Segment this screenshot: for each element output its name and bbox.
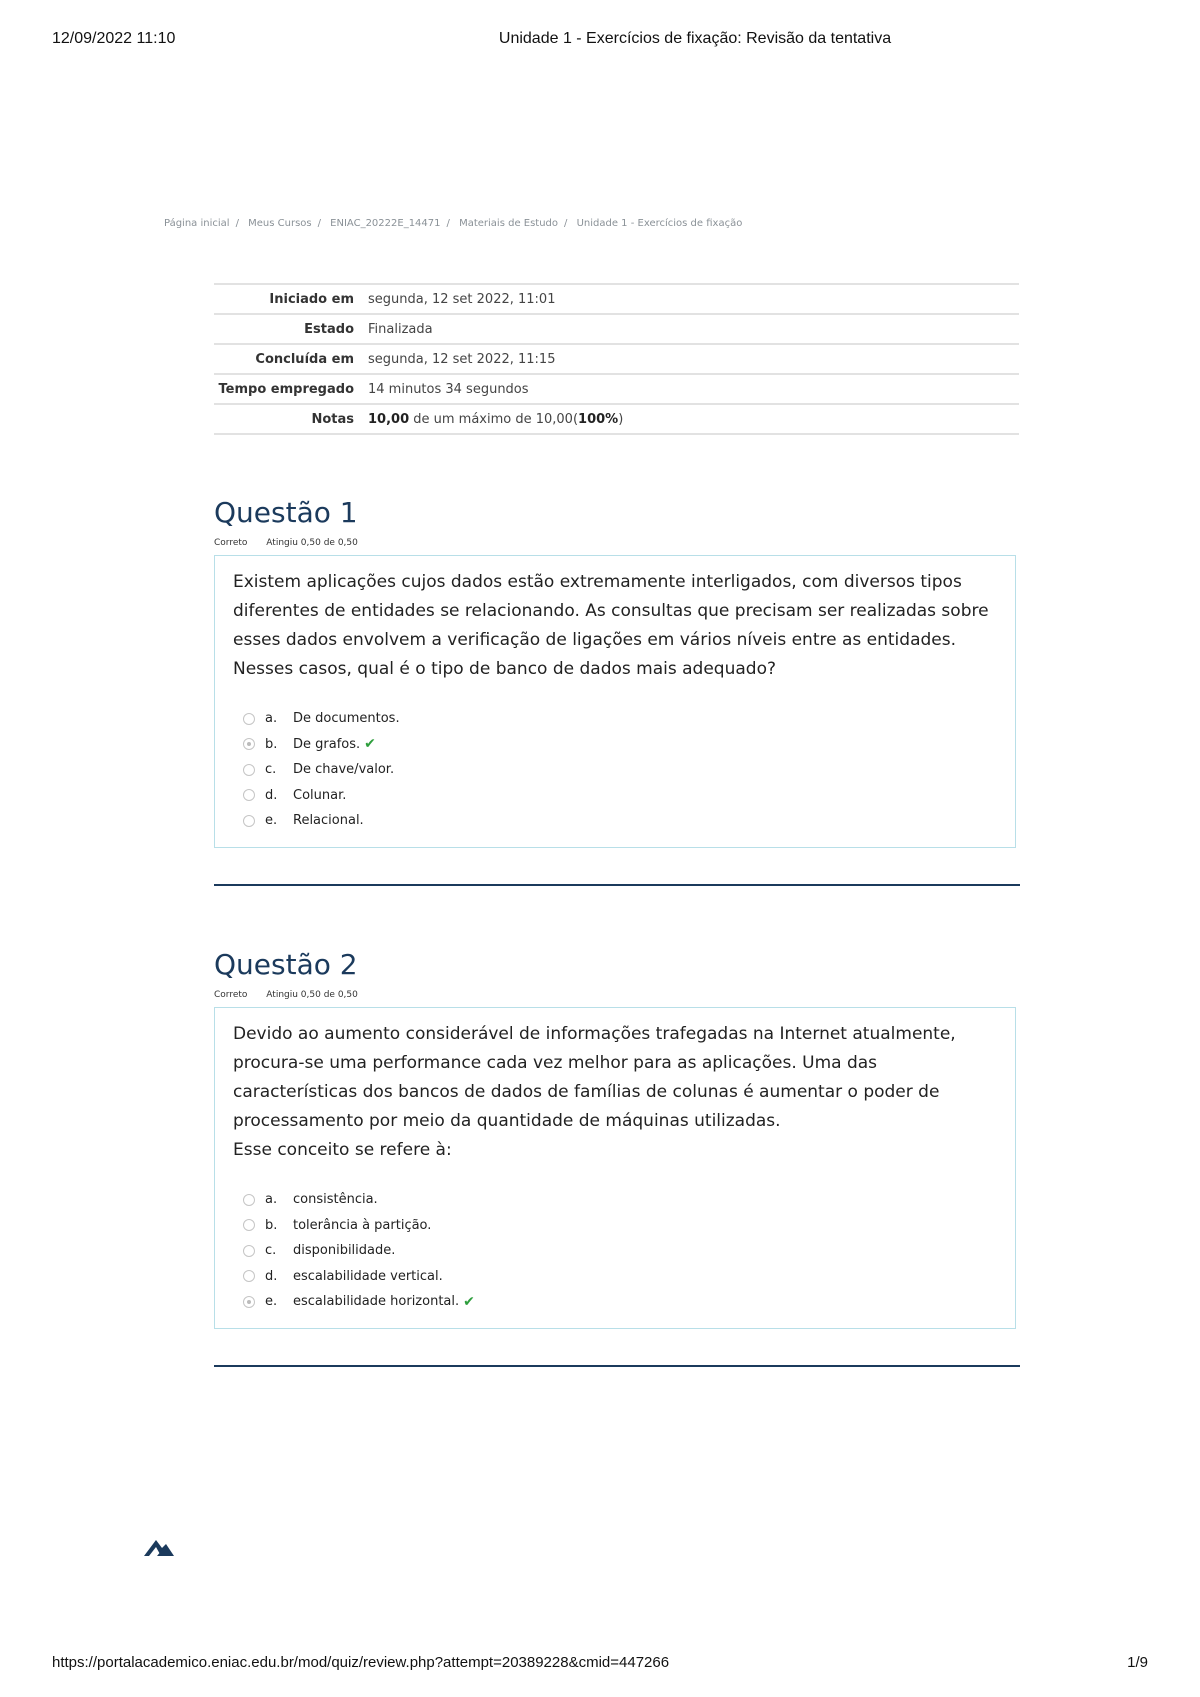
question-2-text: Devido ao aumento considerável de informações trafegadas na Internet atualmente, procura-se uma performance cada vez melhor para as aplicações. Uma das características dos bancos de dados de famílias de colunas é aumentar o poder de processamento por meio da quantidade de máquinas utilizadas.: [233, 1024, 956, 1131]
question-status: Correto: [214, 538, 248, 548]
answer-text: escalabilidade vertical.: [293, 1268, 443, 1284]
answer-option[interactable]: [243, 1238, 997, 1264]
summary-row-state: [214, 314, 1019, 344]
question-2-info: [214, 990, 358, 1000]
answer-text: De documentos.: [293, 711, 400, 727]
answer-letter: d.: [265, 1268, 278, 1284]
print-datetime: 12/09/2022 11:10: [52, 30, 176, 47]
answer-letter: e.: [265, 1294, 278, 1310]
answer-option[interactable]: [243, 1264, 997, 1290]
radio-button[interactable]: [243, 1194, 255, 1206]
answer-letter: c.: [265, 1243, 277, 1259]
answer-text: tolerância à partição.: [293, 1217, 432, 1233]
answer-option[interactable]: [243, 732, 997, 758]
summary-label: Notas: [311, 412, 354, 427]
answer-letter: a.: [265, 711, 278, 727]
summary-value: Finalizada: [368, 322, 433, 337]
breadcrumb-home[interactable]: Página inicial: [164, 218, 230, 229]
radio-button[interactable]: [243, 1219, 255, 1231]
print-url: https://portalacademico.eniac.edu.br/mod/quiz/review.php?attempt=20389228&cmid=447266: [52, 1654, 670, 1671]
radio-button[interactable]: [243, 1270, 255, 1282]
grade-middle: de um máximo de 10,00(: [409, 412, 579, 427]
grade-score: 10,00: [368, 412, 410, 427]
question-1-info: [214, 538, 358, 548]
question-mark: Atingiu 0,50 de 0,50: [266, 538, 358, 548]
question-1-answers: [233, 706, 997, 834]
summary-row-time: [214, 374, 1019, 404]
radio-button[interactable]: [243, 764, 255, 776]
radio-button[interactable]: [243, 789, 255, 801]
correct-check-icon: ✔: [463, 1293, 475, 1310]
answer-option[interactable]: [243, 1187, 997, 1213]
grade-end: ): [618, 412, 624, 427]
answer-text: De chave/valor.: [293, 762, 395, 778]
answer-option[interactable]: [243, 706, 997, 732]
summary-row-grade: [214, 404, 1019, 434]
answer-letter: a.: [265, 1192, 278, 1208]
question-status: Correto: [214, 990, 248, 1000]
question-2-box: [214, 1007, 1016, 1329]
breadcrumb-course[interactable]: ENIAC_20222E_14471: [330, 218, 441, 229]
answer-option[interactable]: [243, 1213, 997, 1239]
answer-text: disponibilidade.: [293, 1243, 396, 1259]
breadcrumb-materials[interactable]: Materiais de Estudo: [459, 218, 559, 229]
answer-letter: d.: [265, 787, 278, 803]
attempt-summary-table: [214, 283, 1019, 435]
summary-label: Tempo empregado: [218, 382, 354, 397]
breadcrumb-quiz[interactable]: Unidade 1 - Exercícios de fixação: [576, 218, 743, 229]
radio-button[interactable]: [243, 713, 255, 725]
question-2-answers: [233, 1187, 997, 1315]
summary-label: Concluída em: [255, 352, 354, 367]
question-2-prompt: Esse conceito se refere à:: [233, 1140, 452, 1160]
print-title: Unidade 1 - Exercícios de fixação: Revisão da tentativa: [498, 30, 892, 47]
radio-button-selected[interactable]: [243, 738, 255, 750]
summary-label: Estado: [304, 322, 354, 337]
answer-option[interactable]: [243, 808, 997, 834]
answer-text: Colunar.: [293, 787, 347, 803]
summary-value: [368, 404, 1019, 434]
question-1-title: Questão 1: [214, 496, 358, 529]
summary-value: segunda, 12 set 2022, 11:15: [368, 352, 556, 367]
summary-value: 14 minutos 34 segundos: [368, 382, 529, 397]
breadcrumb-my-courses[interactable]: Meus Cursos: [248, 218, 312, 229]
summary-row-completed: [214, 344, 1019, 374]
summary-value: segunda, 12 set 2022, 11:01: [368, 292, 556, 307]
answer-text: consistência.: [293, 1192, 378, 1208]
answer-text: Relacional.: [293, 813, 364, 829]
answer-option[interactable]: [243, 1289, 997, 1315]
question-1-box: [214, 555, 1016, 848]
grade-percent: 100%: [578, 412, 619, 427]
radio-button[interactable]: [243, 1245, 255, 1257]
question-mark: Atingiu 0,50 de 0,50: [266, 990, 358, 1000]
breadcrumb: Página inicial / Meus Cursos / ENIAC_20222E_14471 / Materiais de Estudo / Unidade 1 - Exercícios de fixação: [164, 218, 743, 229]
answer-option[interactable]: [243, 757, 997, 783]
question-divider: [214, 1365, 1020, 1367]
summary-row-started: [214, 284, 1019, 314]
answer-letter: e.: [265, 813, 278, 829]
eniac-logo-icon: [144, 1538, 174, 1562]
radio-button-selected[interactable]: [243, 1296, 255, 1308]
answer-letter: b.: [265, 1217, 278, 1233]
answer-letter: c.: [265, 762, 277, 778]
correct-check-icon: ✔: [364, 736, 376, 753]
question-divider: [214, 884, 1020, 886]
answer-text: escalabilidade horizontal.: [293, 1294, 460, 1310]
question-1-text: Existem aplicações cujos dados estão extremamente interligados, com diversos tipos diferentes de entidades se relacionando. As consultas que precisam ser realizadas sobre esses dados envolvem a verificação de ligações em vários níveis entre as entidades. Nesses casos, qual é o tipo de banco de dados mais adequado?: [233, 572, 989, 679]
print-page-number: 1/9: [1127, 1654, 1148, 1671]
summary-label: Iniciado em: [269, 292, 354, 307]
answer-option[interactable]: [243, 783, 997, 809]
answer-letter: b.: [265, 736, 278, 752]
answer-text: De grafos.: [293, 736, 361, 752]
question-2-title: Questão 2: [214, 948, 358, 981]
radio-button[interactable]: [243, 815, 255, 827]
